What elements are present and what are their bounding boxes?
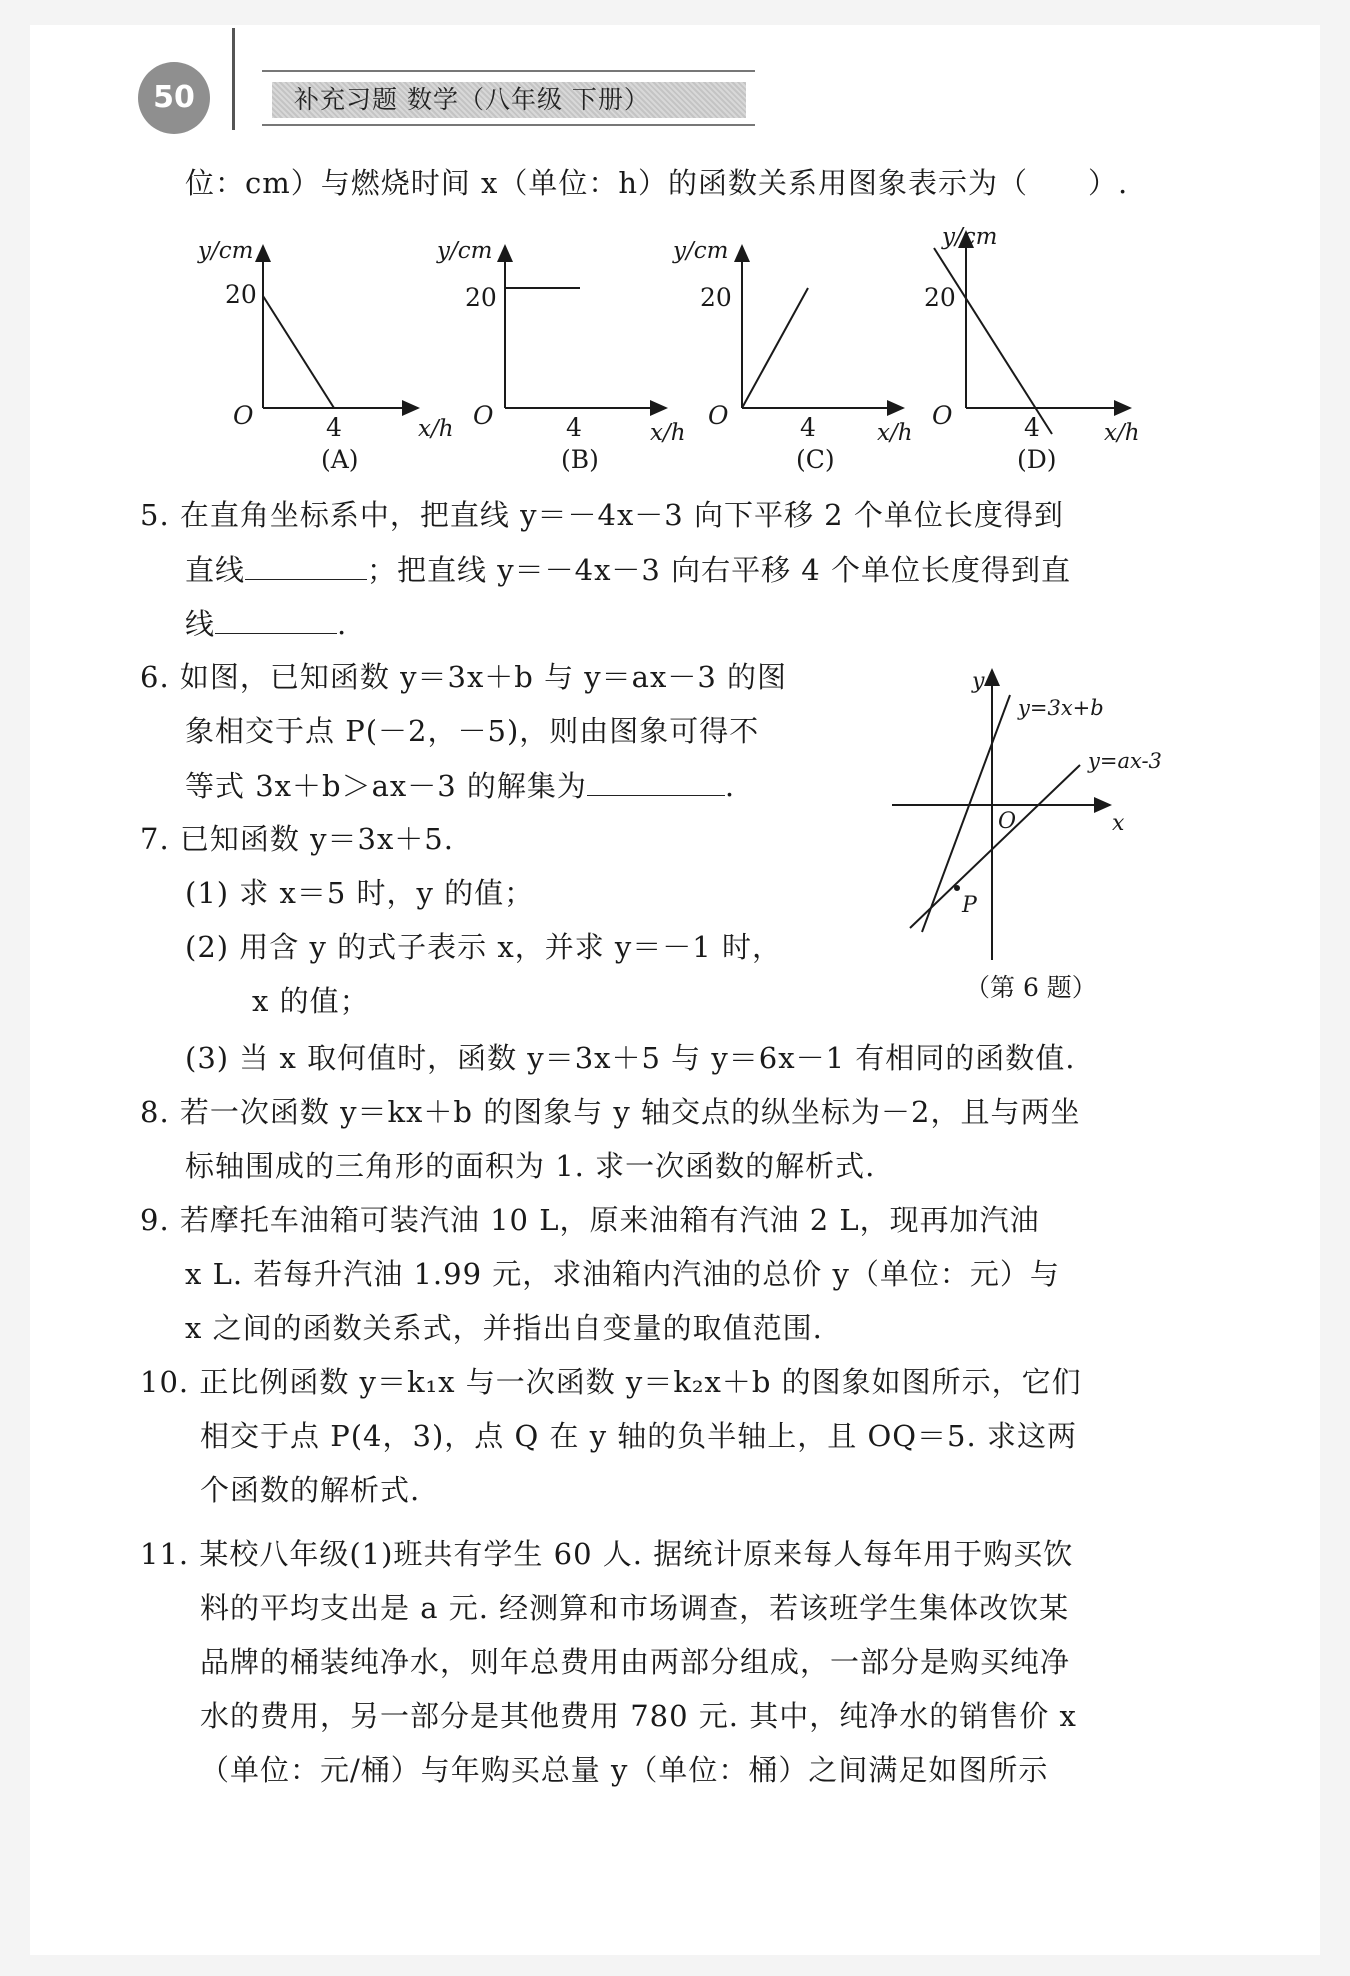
q11-line5: （单位：元/桶）与年购买总量 y（单位：桶）之间满足如图所示 (200, 1753, 1049, 1787)
graph-c-ylabel: y/cm (673, 238, 729, 264)
graph-b-caption: (B) (561, 445, 599, 474)
q6-y-label: y (972, 669, 985, 694)
graph-b-ytick: 20 (465, 283, 497, 312)
q6-line1: 6. 如图，已知函数 y＝3x＋b 与 y＝ax－3 的图 (140, 660, 787, 694)
q10-line2: 相交于点 P(4，3)，点 Q 在 y 轴的负半轴上，且 OQ＝5. 求这两 (200, 1419, 1077, 1453)
graph-a-xtick: 4 (326, 413, 342, 442)
graph-d-xlabel: x/h (1104, 420, 1140, 446)
graph-b-origin: O (473, 401, 494, 430)
q8-line2: 标轴围成的三角形的面积为 1. 求一次函数的解析式. (185, 1149, 876, 1183)
q9-line2: x L. 若每升汽油 1.99 元，求油箱内汽油的总价 y（单位：元）与 (185, 1257, 1060, 1291)
q5-line2-start: 直线 (185, 553, 246, 587)
q6-point-p (954, 885, 960, 891)
graph-d-ylabel: y/cm (942, 224, 998, 250)
graph-d-caption: (D) (1017, 445, 1057, 474)
graph-b-xtick: 4 (566, 413, 582, 442)
q6-line2: 象相交于点 P(－2，－5)，则由图象可得不 (185, 714, 760, 748)
q10-line1: 10. 正比例函数 y＝k₁x 与一次函数 y＝k₂x＋b 的图象如图所示，它们 (140, 1365, 1082, 1399)
q6-line-ax-minus-3 (910, 765, 1080, 928)
q11-line4: 水的费用，另一部分是其他费用 780 元. 其中，纯净水的销售价 x (200, 1699, 1077, 1733)
graph-c-line (742, 288, 808, 408)
q10-line3: 个函数的解析式. (200, 1473, 421, 1507)
graph-a (197, 238, 454, 474)
q6-line3 (185, 767, 735, 804)
graph-d-origin: O (932, 401, 953, 430)
q4-text-tail: 位：cm）与燃烧时间 x（单位：h）的函数关系用图象表示为（ ）. (185, 166, 1129, 200)
q5-line1: 5. 在直角坐标系中，把直线 y＝－4x－3 向下平移 2 个单位长度得到 (140, 498, 1064, 532)
graph-a-xlabel: x/h (418, 416, 454, 442)
graph-c-ytick: 20 (700, 283, 732, 312)
graph-c-origin: O (708, 401, 729, 430)
graph-c (672, 238, 913, 474)
q7-part3: (3) 当 x 取何值时，函数 y＝3x＋5 与 y＝6x－1 有相同的函数值. (185, 1041, 1076, 1075)
q8-line1: 8. 若一次函数 y＝kx＋b 的图象与 y 轴交点的纵坐标为－2，且与两坐 (140, 1095, 1081, 1129)
q5-line3-end: . (337, 607, 348, 641)
q5-line3-start: 线 (185, 607, 216, 641)
graph-a-origin: O (233, 401, 254, 430)
q9-line3: x 之间的函数关系式，并指出自变量的取值范围. (185, 1311, 823, 1345)
q6-p-label: P (962, 893, 977, 918)
running-header-title: 补充习题 数学（八年级 下册） (272, 82, 746, 118)
graph-c-xtick: 4 (800, 413, 816, 442)
q4-option-graphs (0, 0, 1350, 500)
graph-a-ytick: 20 (225, 280, 257, 309)
q5-line3 (185, 605, 347, 642)
q9-line1: 9. 若摩托车油箱可装汽油 10 L，原来油箱有汽油 2 L，现再加汽油 (140, 1203, 1040, 1237)
q5-answer-blank-2[interactable] (215, 605, 337, 634)
graph-c-caption: (C) (796, 445, 835, 474)
q6-line3-start: 等式 3x＋b＞ax－3 的解集为 (185, 769, 587, 803)
q6-answer-blank[interactable] (587, 767, 725, 796)
graph-d (924, 224, 1140, 474)
q6-x-label: x (1112, 811, 1125, 836)
page-number-badge: 50 (138, 62, 210, 134)
q6-figure (880, 660, 1200, 960)
q6-line2-label: y=ax-3 (1088, 749, 1162, 773)
q6-line1-label: y=3x+b (1018, 696, 1104, 720)
q7-line1: 7. 已知函数 y＝3x＋5. (140, 822, 454, 856)
q5-answer-blank-1[interactable] (245, 551, 367, 580)
graph-a-caption: (A) (321, 445, 359, 474)
graph-a-ylabel: y/cm (198, 238, 254, 264)
q7-part2-cont: x 的值； (252, 984, 370, 1018)
q11-line2: 料的平均支出是 a 元. 经测算和市场调查，若该班学生集体改饮某 (200, 1591, 1070, 1625)
q7-part2: (2) 用含 y 的式子表示 x，并求 y＝－1 时， (185, 930, 782, 964)
q6-origin-label: O (998, 809, 1017, 834)
graph-a-line (263, 296, 334, 408)
q6-figure-caption: （第 6 题） (965, 973, 1097, 1002)
q6-line3-end: . (724, 769, 736, 803)
q11-line3: 品牌的桶装纯净水，则年总费用由两部分组成，一部分是购买纯净 (200, 1645, 1071, 1679)
graph-d-xtick: 4 (1024, 413, 1040, 442)
graph-d-ytick: 20 (924, 283, 956, 312)
graph-b-ylabel: y/cm (437, 238, 493, 264)
graph-b-xlabel: x/h (650, 420, 686, 446)
q7-part1: (1) 求 x＝5 时，y 的值； (185, 876, 535, 910)
q11-line1: 11. 某校八年级(1)班共有学生 60 人. 据统计原来每人每年用于购买饮 (140, 1537, 1074, 1571)
q5-line2-end: ；把直线 y＝－4x－3 向右平移 4 个单位长度得到直 (367, 553, 1071, 587)
graph-c-xlabel: x/h (877, 420, 913, 446)
graph-b (436, 238, 686, 474)
q5-line2 (185, 551, 1071, 588)
